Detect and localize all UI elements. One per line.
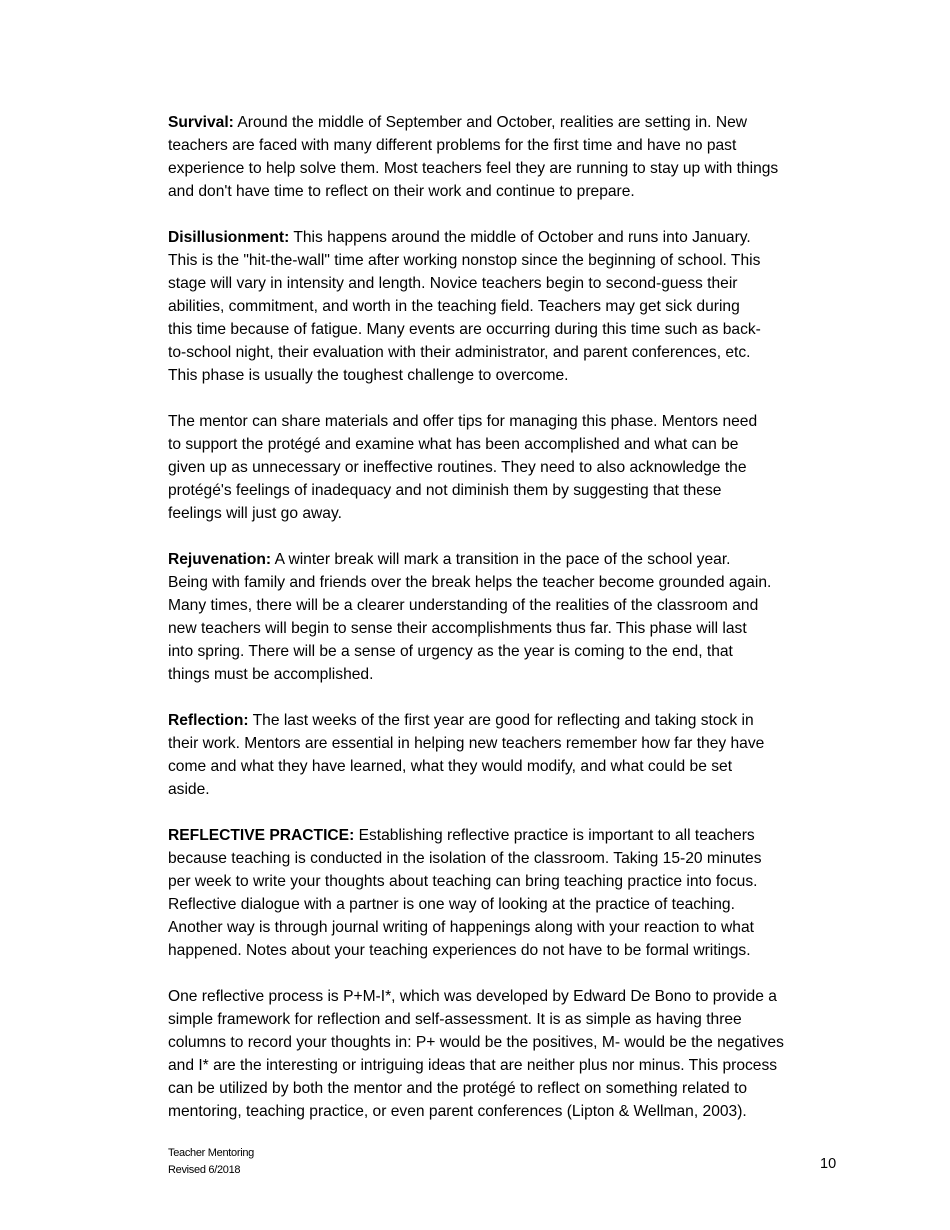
- text-rejuvenation: A winter break will mark a transition in the pace of the school year. Being with family and friends over the break helps the teacher become grounded again. Many times, there will be a clearer understanding of the realities of the classroom and new teachers will begin to sense their accomplishments thus far. This phase will last into spring. There will be a sense of urgency as the year is coming to the end, that things must be accomplished.: [168, 551, 772, 683]
- paragraph-survival: [168, 111, 844, 203]
- paragraph-mentor-tips: [168, 410, 844, 525]
- text-mentor-tips: The mentor can share materials and offer tips for managing this phase. Mentors need to support the protégé and examine what has been accomplished and what can be given up as unnecessary or ineffective routines. They need to also acknowledge the protégé's feelings of inadequacy and not diminish them by suggesting that these feelings will just go away.: [168, 413, 758, 522]
- paragraph-rejuvenation: [168, 548, 844, 686]
- text-disillusionment: This happens around the middle of October and runs into January. This is the "hit-the-wall" time after working nonstop since the beginning of school. This stage will vary in intensity and length. Novice teachers begin to second-guess their abilities, commitment, and worth in the teaching field. Teachers may get sick during this time because of fatigue. Many events are occurring during this time such as back- to-school night, their evaluation with their administrator, and parent conferences, etc. This phase is usually the toughest challenge to overcome.: [168, 229, 761, 384]
- text-pmi-process: One reflective process is P+M-I*, which was developed by Edward De Bono to provide a simple framework for reflection and self-assessment. It is as simple as having three columns to record your thoughts in: P+ would be the positives, M- would be the negatives and I* are the interesting or intriguing ideas that are neither plus nor minus. This process can be utilized by both the mentor and the protégé to reflect on something related to mentoring, teaching practice, or even parent conferences (Lipton & Wellman, 2003).: [168, 988, 784, 1120]
- footer: [168, 1145, 254, 1179]
- text-survival: Around the middle of September and October, realities are setting in. New teachers are faced with many different problems for the first time and have no past experience to help solve them. Most teachers feel they are running to stay up with things and don't have time to reflect on their work and continue to prepare.: [168, 114, 779, 200]
- heading-reflective-practice: REFLECTIVE PRACTICE:: [168, 827, 355, 844]
- heading-survival: Survival:: [168, 114, 234, 131]
- footer-title: Teacher Mentoring: [168, 1147, 255, 1159]
- footer-revision: Revised 6/2018: [168, 1164, 241, 1176]
- body-text: [168, 111, 844, 1123]
- heading-rejuvenation: Rejuvenation:: [168, 551, 272, 568]
- paragraph-pmi-process: [168, 985, 844, 1123]
- heading-disillusionment: Disillusionment:: [168, 229, 290, 246]
- text-reflection: The last weeks of the first year are good for reflecting and taking stock in their work. Mentors are essential in helping new teachers remember how far they have come and what they have learned, what they would modify, and what could be set aside.: [168, 712, 765, 798]
- page-number: 10: [820, 1156, 837, 1172]
- heading-reflection: Reflection:: [168, 712, 249, 729]
- text-reflective-practice: Establishing reflective practice is important to all teachers because teaching is conducted in the isolation of the classroom. Taking 15-20 minutes per week to write your thoughts about teaching can bring teaching practice into focus. Reflective dialogue with a partner is one way of looking at the practice of teaching. Another way is through journal writing of happenings along with your reaction to what happened. Notes about your teaching experiences do not have to be formal writings.: [168, 827, 762, 959]
- paragraph-disillusionment: [168, 226, 844, 387]
- paragraph-reflective-practice: [168, 824, 844, 962]
- paragraph-reflection: [168, 709, 844, 801]
